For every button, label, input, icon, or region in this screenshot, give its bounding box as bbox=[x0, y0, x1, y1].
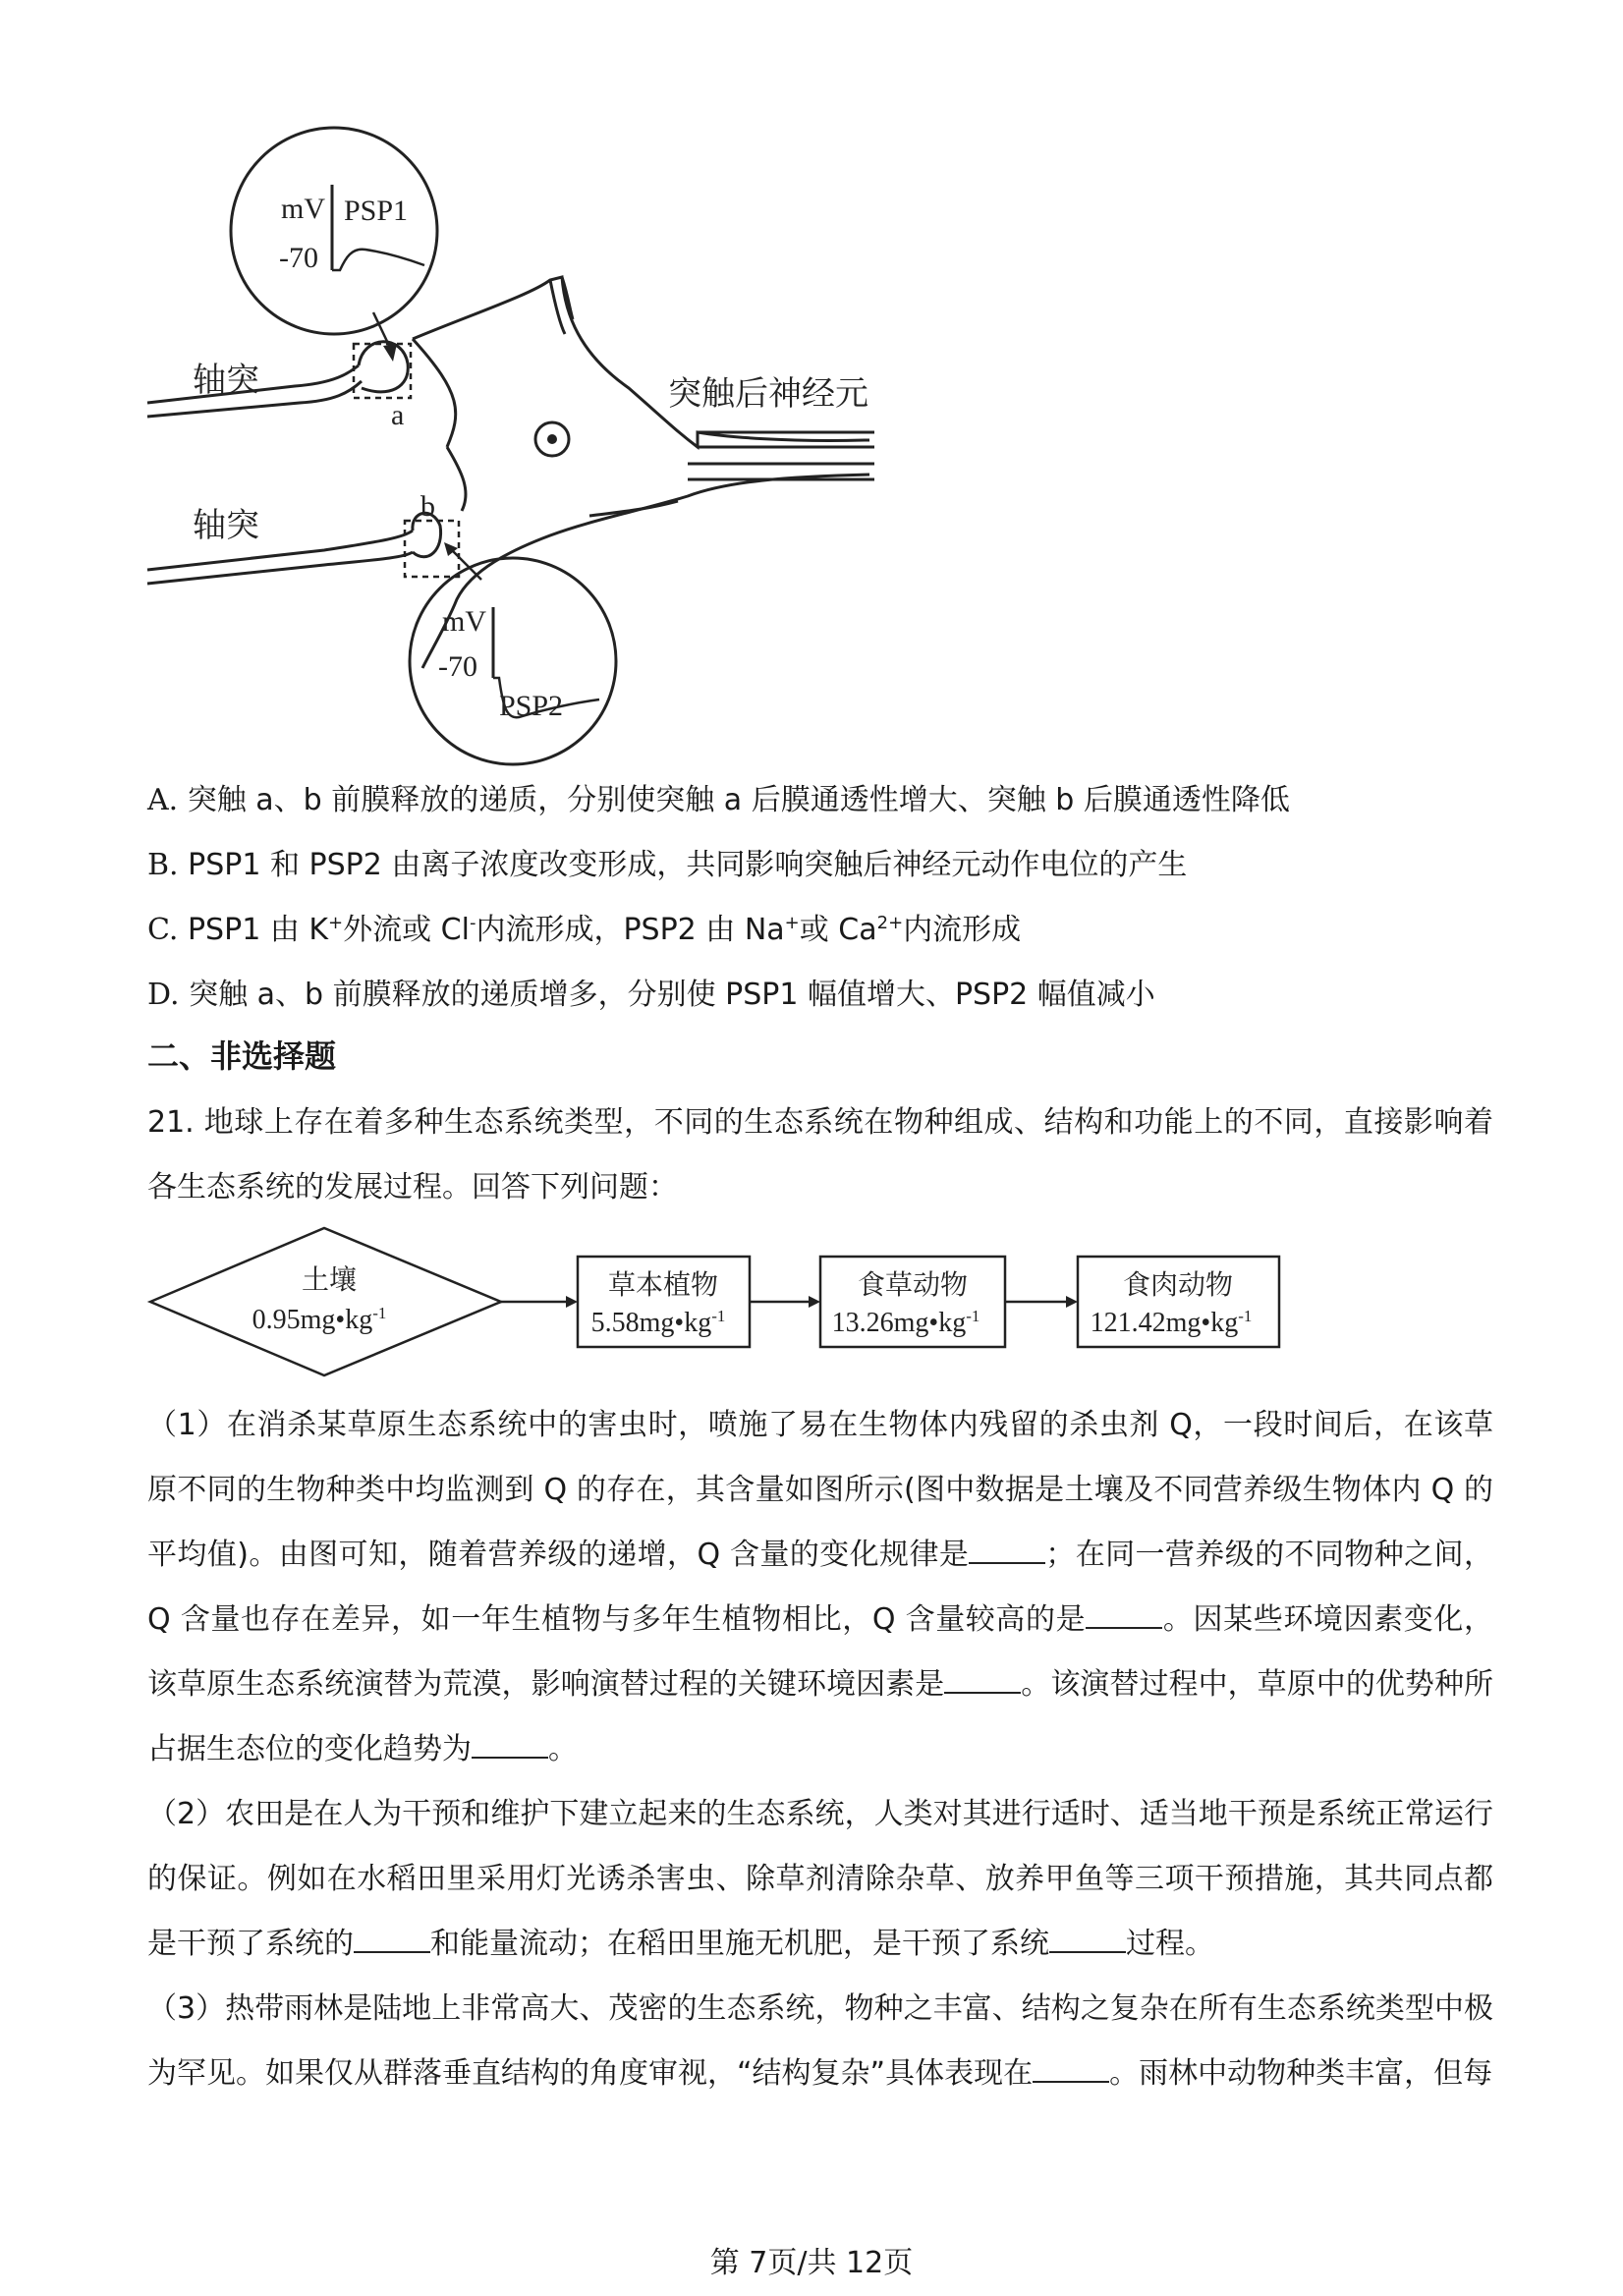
option-a-text: 突触 a、b 前膜释放的递质，分别使突触 a 后膜通透性增大、突触 b 后膜通透性降低 bbox=[187, 783, 1290, 817]
option-b-letter: B. bbox=[147, 848, 179, 882]
synapse-a-terminal bbox=[359, 342, 408, 392]
option-c-letter: C. bbox=[147, 913, 179, 947]
section-title: 二、非选择题 bbox=[147, 1037, 337, 1075]
soil-name: 土壤 bbox=[301, 1263, 358, 1296]
answer-blank-4[interactable] bbox=[472, 1731, 548, 1759]
food-chain-diagram bbox=[0, 1223, 1623, 1380]
plant-value: $5.58mg•kg^{-1}$ bbox=[590, 1307, 726, 1338]
q21-part3: （3）热带雨林是陆地上非常高大、茂密的生态系统，物种之丰富、结构之复杂在所有生态系统类型中极为罕见。如果仅从群落垂直结构的角度审视，“结构复杂”具体表现在 。雨林中动物种类丰富，但每 bbox=[147, 1991, 1493, 2091]
inset1-value: -70 bbox=[279, 242, 318, 274]
option-b-text: PSP1 和 PSP2 由离子浓度改变形成，共同影响突触后神经元动作电位的产生 bbox=[188, 848, 1188, 882]
carnivore-name: 食肉动物 bbox=[1122, 1268, 1234, 1301]
bottom-axon bbox=[147, 531, 413, 570]
postsynaptic-label: 突触后神经元 bbox=[668, 374, 868, 414]
psp1-trace bbox=[332, 250, 424, 270]
inset2-unit: mV bbox=[442, 605, 486, 638]
option-b bbox=[147, 846, 1187, 885]
q21-part2: （2）农田是在人为干预和维护下建立起来的生态系统，人类对其进行适时、适当地干预是系统正常运行的保证。例如在水稻田里采用灯光诱杀害虫、除草剂清除杂草、放养甲鱼等三项干预措施，其共同点都是干预了系统的 和能量流动；在稻田里施无机肥，是干预了系统 过程。 bbox=[147, 1797, 1493, 1961]
carnivore-value: $121.42mg•kg^{-1}$ bbox=[1090, 1307, 1253, 1338]
answer-blank-7[interactable] bbox=[1033, 2055, 1109, 2083]
plant-name: 草本植物 bbox=[607, 1268, 719, 1301]
answer-blank-2[interactable] bbox=[1086, 1601, 1162, 1629]
inset2-value: -70 bbox=[438, 650, 477, 683]
synapse-b-label: b bbox=[420, 490, 435, 523]
neuron-synapse-figure bbox=[0, 0, 1623, 766]
inset2-name: PSP2 bbox=[499, 690, 564, 722]
answer-blank-5[interactable] bbox=[354, 1926, 430, 1953]
herbivore-name: 食草动物 bbox=[857, 1268, 969, 1301]
inset1-unit: mV bbox=[281, 193, 325, 225]
axon-top-label: 轴突 bbox=[193, 361, 259, 400]
inset1-name: PSP1 bbox=[344, 195, 409, 227]
option-a bbox=[147, 781, 1290, 820]
inset-psp1 bbox=[231, 128, 437, 334]
herbivore-value: $13.26mg•kg^{-1}$ bbox=[831, 1307, 980, 1338]
synapse-a-label: a bbox=[391, 399, 405, 431]
option-d bbox=[147, 976, 1155, 1015]
option-c-text: PSP1 由 K+外流或 Cl-内流形成，PSP2 由 Na+或 $Ca^{2+}$内流形成 bbox=[187, 913, 1022, 947]
option-a-letter: A. bbox=[147, 783, 179, 817]
axon-bottom-label: 轴突 bbox=[193, 506, 259, 545]
soil-diamond bbox=[150, 1228, 501, 1375]
page-footer: 第 7页/共 12页 bbox=[709, 2246, 914, 2280]
option-c bbox=[147, 911, 1021, 950]
option-d-text: 突触 a、b 前膜释放的递质增多，分别使 PSP1 幅值增大、PSP2 幅值减小 bbox=[189, 978, 1155, 1012]
q21-part1: （1）在消杀某草原生态系统中的害虫时，喷施了易在生物体内残留的杀虫剂 Q，一段时间后，在该草原不同的生物种类中均监测到 Q 的存在，其含量如图所示(图中数据是土壤及不同营养级生物体内 Q 的平均值)。由图可知，随着营养级的递增，Q 含量的变化规律是 ；在同一营养级的不同物种之间，Q 含量也存在差异，如一年生植物与多年生植物相比，Q 含量较高的是 。因某些环境因素变化，该草原生态系统演替为荒漠，影响演替过程的关键环境因素是 。该演替过程中，草原中的优势种所占据生态位的变化趋势为 。 bbox=[147, 1408, 1494, 1766]
soil-value: $0.95mg•kg^{-1}$ bbox=[252, 1304, 387, 1335]
option-d-letter: D. bbox=[147, 978, 180, 1012]
answer-blank-1[interactable] bbox=[969, 1537, 1045, 1564]
answer-blank-3[interactable] bbox=[944, 1666, 1021, 1694]
answer-blank-6[interactable] bbox=[1049, 1926, 1126, 1953]
q21-intro: 21. 地球上存在着多种生态系统类型，不同的生态系统在物种组成、结构和功能上的不同，直接影响着各生态系统的发展过程。回答下列问题： bbox=[147, 1105, 1493, 1204]
